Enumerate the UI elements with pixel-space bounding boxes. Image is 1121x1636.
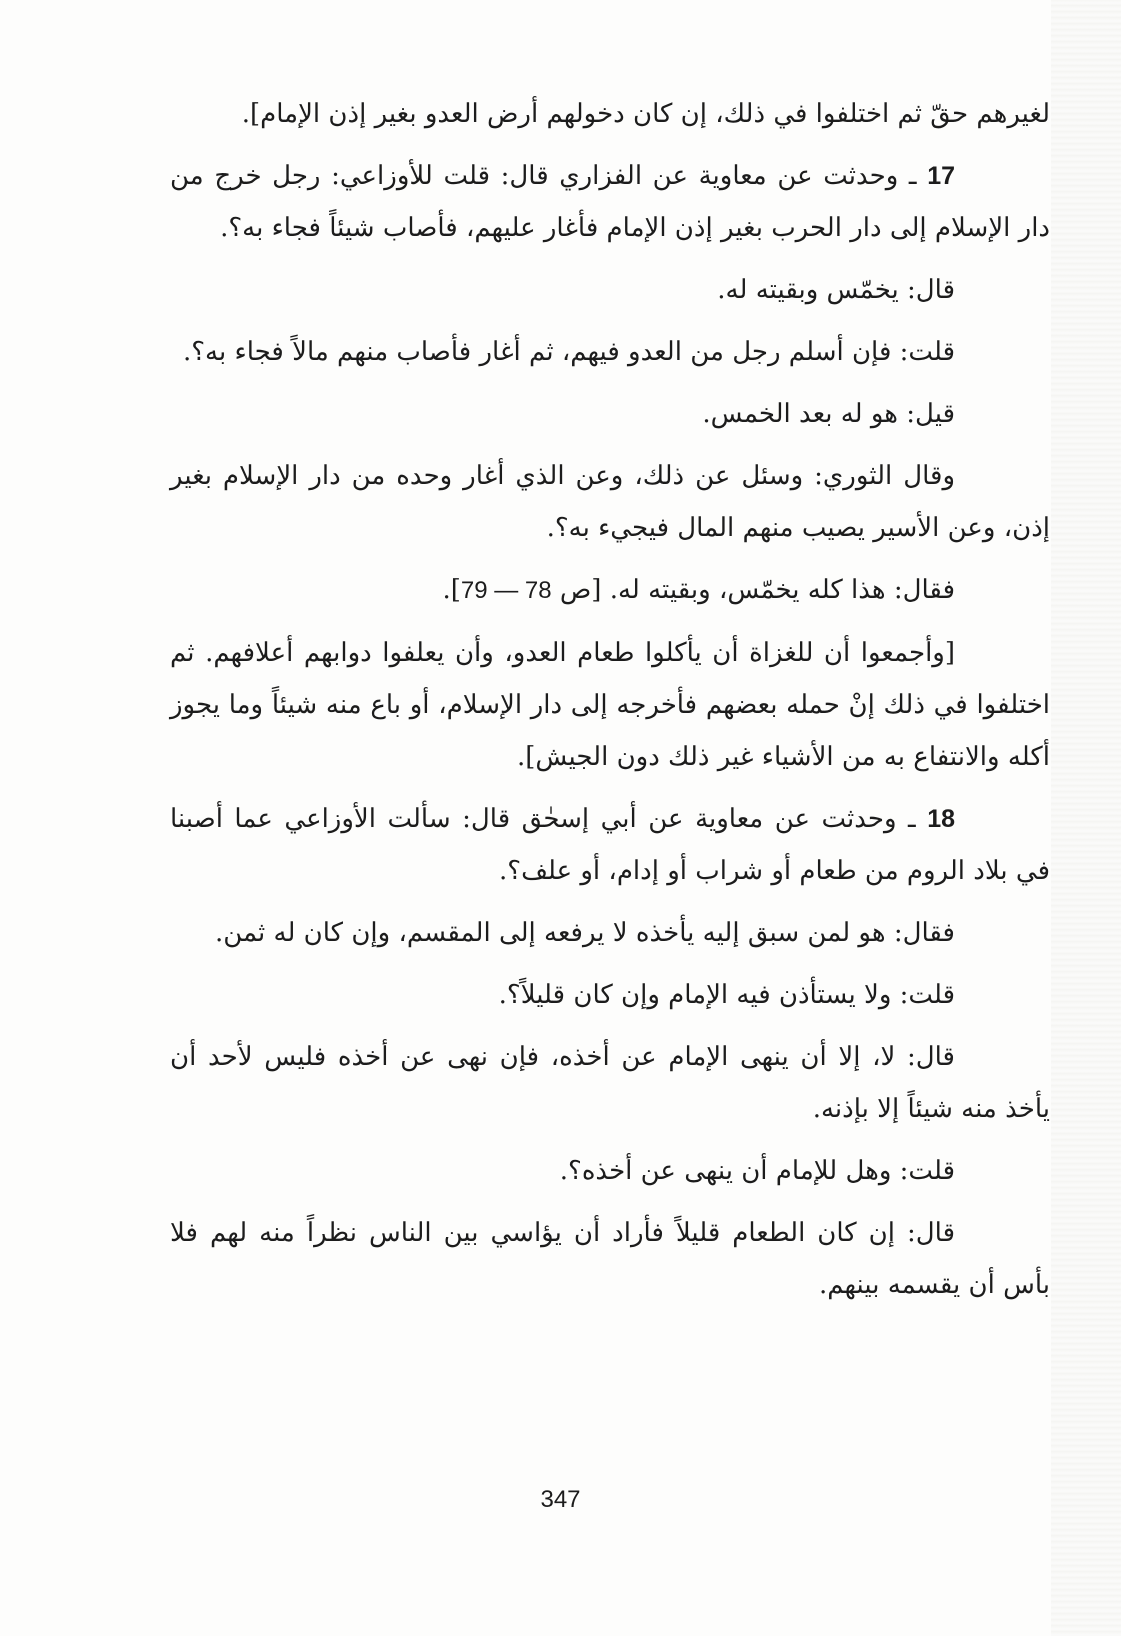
paragraph-text: وقال الثوري: وسئل عن ذلك، وعن الذي أغار وحده من دار الإسلام بغير إذن، وعن الأسير يصيب منهم المال فيجيء به؟. [170, 461, 1050, 543]
paragraph-answer [170, 1207, 1050, 1311]
hadith-number: 18 [927, 805, 955, 833]
paragraph-text: قلت: فإن أسلم رجل من العدو فيهم، ثم أغار فأصاب منهم مالاً فجاء به؟. [182, 337, 955, 367]
paragraph-continuation [170, 88, 1050, 140]
paragraph-answer [170, 388, 1050, 440]
paragraph-question [170, 326, 1050, 378]
paragraph-question [170, 1145, 1050, 1197]
paragraph-text-end: ]. [442, 575, 461, 605]
main-text [170, 88, 1050, 1321]
paragraph-text: قلت: وهل للإمام أن ينهى عن أخذه؟. [559, 1156, 955, 1186]
paragraph-text: ـ وحدثت عن معاوية عن أبي إسحٰق قال: سألت الأوزاعي عما أصبنا في بلاد الروم من طعام أو شراب أو إدام، أو علف؟. [170, 804, 1050, 886]
paragraph-answer [170, 264, 1050, 316]
paragraph-answer-ref [170, 564, 1050, 617]
paragraph-answer [170, 907, 1050, 959]
paragraph-text: فقال: هو لمن سبق إليه يأخذه لا يرفعه إلى المقسم، وإن كان له ثمن. [214, 918, 955, 948]
paragraph-text: [وأجمعوا أن للغزاة أن يأكلوا طعام العدو، وأن يعلفوا دوابهم أعلافهم. ثم اختلفوا في ذلك إنْ حمله بعضهم فأخرجه إلى دار الإسلام، أو باع منه شيئاً وما يجوز أكله والانتفاع به من الأشياء غير ذلك دون الجيش]. [170, 638, 1050, 772]
page-number: 347 [540, 1486, 581, 1513]
paragraph-18 [170, 793, 1050, 897]
paragraph-text: فقال: هذا كله يخمّس، وبقيته له. [ص [559, 575, 955, 605]
paragraph-text: ـ وحدثت عن معاوية عن الفزاري قال: قلت للأوزاعي: رجل خرج من دار الإسلام إلى دار الحرب بغير إذن الإمام فأغار عليهم، فأصاب شيئاً فجاء به؟. [170, 161, 1050, 243]
page-edge-shading [1051, 0, 1121, 1636]
paragraph-text: قال: إن كان الطعام قليلاً فأراد أن يؤاسي بين الناس نظراً منه لهم فلا بأس أن يقسمه بينهم. [170, 1218, 1050, 1300]
paragraph-text: قلت: ولا يستأذن فيه الإمام وإن كان قليلاً؟. [498, 980, 955, 1010]
paragraph-text: قيل: هو له بعد الخمس. [702, 399, 955, 429]
page-reference: 78 — 79 [460, 577, 552, 604]
paragraph-17 [170, 150, 1050, 254]
paragraph-answer [170, 1031, 1050, 1135]
paragraph-text: لغيرهم حقّ ثم اختلفوا في ذلك، إن كان دخولهم أرض العدو بغير إذن الإمام]. [241, 99, 1050, 129]
paragraph-text: قال: لا، إلا أن ينهى الإمام عن أخذه، فإن نهى عن أخذه فليس لأحد أن يأخذ منه شيئاً إلا بإذنه. [170, 1042, 1050, 1124]
paragraph-question [170, 969, 1050, 1021]
hadith-number: 17 [927, 162, 955, 190]
paragraph-thawri [170, 450, 1050, 554]
paragraph-consensus [170, 627, 1050, 783]
paragraph-text: قال: يخمّس وبقيته له. [717, 275, 955, 305]
